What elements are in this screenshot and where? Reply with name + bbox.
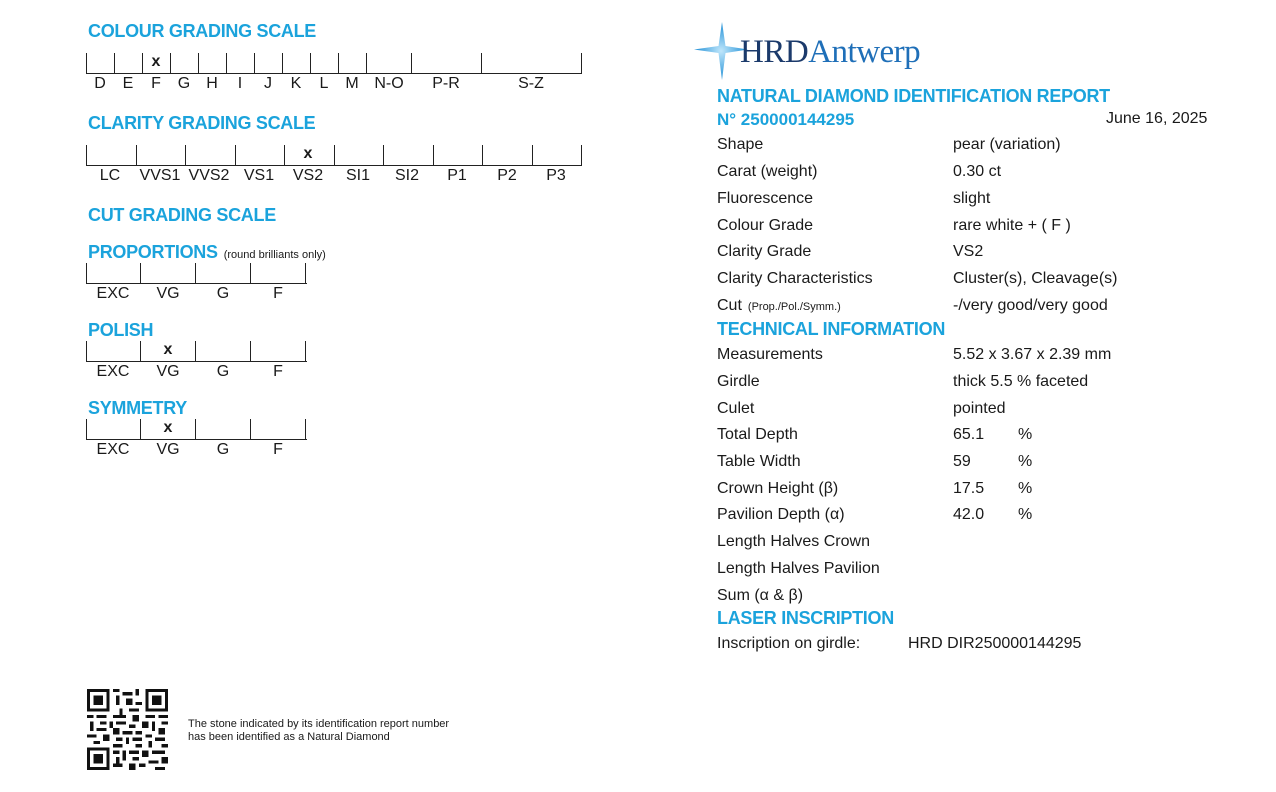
symmetry-label-exc: EXC — [96, 441, 130, 458]
scale-tick — [185, 145, 186, 165]
scale-tick — [305, 419, 306, 439]
shape-value: pear (variation) — [953, 136, 1061, 153]
scale-tick — [86, 145, 87, 165]
scale-tick — [310, 53, 311, 73]
scale-tick — [250, 341, 251, 361]
scale-tick — [532, 145, 533, 165]
cut-scale-title: CUT GRADING SCALE — [88, 205, 276, 225]
scale-tick — [140, 419, 141, 439]
report-date: June 16, 2025 — [1106, 110, 1208, 127]
carat-label: Carat (weight) — [717, 163, 818, 180]
scale-tick — [581, 53, 582, 73]
crown-height-unit: % — [1018, 480, 1033, 497]
symmetry-scale — [86, 419, 307, 461]
colour-grade-label: Colour Grade — [717, 217, 814, 234]
proportions-label-vg: VG — [156, 285, 180, 302]
scale-tick — [250, 419, 251, 439]
report-title: NATURAL DIAMOND IDENTIFICATION REPORT — [717, 86, 1110, 106]
colour-scale-title: COLOUR GRADING SCALE — [88, 21, 317, 41]
clarity-grade-value: VS2 — [953, 243, 984, 260]
qr-code-icon — [87, 689, 168, 770]
length-halves-pavilion-label: Length Halves Pavilion — [717, 560, 880, 577]
girdle-label: Girdle — [717, 373, 760, 390]
scale-baseline — [86, 361, 307, 362]
inscription-label: Inscription on girdle: — [717, 635, 861, 652]
colour-label-k: K — [290, 75, 302, 92]
colour-grade-mark: x — [151, 53, 161, 70]
polish-label-f: F — [273, 363, 283, 380]
clarity-label-si2: SI2 — [394, 167, 420, 184]
cut-value: -/very good/very good — [953, 297, 1108, 314]
cut-label — [717, 297, 841, 315]
polish-title: POLISH — [88, 320, 154, 340]
logo-name-hrd: HRD — [740, 34, 809, 70]
colour-label-i: I — [237, 75, 243, 92]
clarity-characteristics-label: Clarity Characteristics — [717, 270, 873, 287]
colour-label-f: F — [151, 75, 161, 92]
colour-label-j: J — [264, 75, 272, 92]
scale-tick — [254, 53, 255, 73]
scale-tick — [250, 263, 251, 283]
colour-label-p-r: P-R — [432, 75, 460, 92]
pavilion-depth-value: 42.0 — [953, 506, 985, 523]
clarity-label-p2: P2 — [497, 167, 517, 184]
polish-scale — [86, 341, 307, 383]
crown-height-value: 17.5 — [953, 480, 985, 497]
polish-label-exc: EXC — [96, 363, 130, 380]
culet-value: pointed — [953, 400, 1006, 417]
colour-label-l: L — [319, 75, 329, 92]
logo-wordmark — [740, 34, 920, 71]
total-depth-label: Total Depth — [717, 426, 798, 443]
clarity-label-vvs2: VVS2 — [188, 167, 230, 184]
length-halves-crown-label: Length Halves Crown — [717, 533, 870, 550]
scale-tick — [140, 341, 141, 361]
clarity-label-vvs1: VVS1 — [139, 167, 181, 184]
scale-tick — [482, 145, 483, 165]
pavilion-depth-unit: % — [1018, 506, 1033, 523]
table-width-label: Table Width — [717, 453, 801, 470]
scale-tick — [198, 53, 199, 73]
scale-tick — [305, 341, 306, 361]
clarity-characteristics-value: Cluster(s), Cleavage(s) — [953, 270, 1118, 287]
clarity-label-si1: SI1 — [345, 167, 371, 184]
polish-label-g: G — [216, 363, 230, 380]
colour-grade-value: rare white + ( F ) — [953, 217, 1071, 234]
cut-label-text: Cut — [717, 297, 742, 314]
scale-tick — [195, 263, 196, 283]
proportions-title — [88, 242, 326, 263]
colour-label-n-o: N-O — [374, 75, 404, 92]
scale-tick — [581, 145, 582, 165]
colour-label-g: G — [177, 75, 191, 92]
inscription-value: HRD DIR250000144295 — [908, 635, 1082, 652]
proportions-note: (round brilliants only) — [223, 249, 326, 261]
fluorescence-value: slight — [953, 190, 991, 207]
laser-inscription-title: LASER INSCRIPTION — [717, 608, 894, 628]
scale-baseline — [86, 439, 307, 440]
scale-tick — [284, 145, 285, 165]
symmetry-label-g: G — [216, 441, 230, 458]
colour-grading-scale — [86, 53, 582, 95]
scale-tick — [195, 419, 196, 439]
colour-label-h: H — [206, 75, 218, 92]
scale-baseline — [86, 165, 582, 166]
carat-value: 0.30 ct — [953, 163, 1002, 180]
scale-tick — [481, 53, 482, 73]
measurements-label: Measurements — [717, 346, 823, 363]
cut-label-note: (Prop./Pol./Symm.) — [747, 301, 841, 313]
scale-tick — [170, 53, 171, 73]
scale-tick — [383, 145, 384, 165]
sum-alpha-beta-label: Sum (α & β) — [717, 587, 804, 604]
report-number: N° 250000144295 — [717, 110, 855, 129]
scale-tick — [86, 263, 87, 283]
scale-tick — [136, 145, 137, 165]
proportions-label-f: F — [273, 285, 283, 302]
symmetry-title: SYMMETRY — [88, 398, 187, 418]
scale-tick — [334, 145, 335, 165]
polish-grade-mark: x — [163, 341, 173, 358]
scale-tick — [366, 53, 367, 73]
scale-tick — [305, 263, 306, 283]
table-width-unit: % — [1018, 453, 1033, 470]
colour-label-e: E — [122, 75, 134, 92]
proportions-label-g: G — [216, 285, 230, 302]
scale-tick — [282, 53, 283, 73]
colour-label-s-z: S-Z — [518, 75, 544, 92]
scale-tick — [338, 53, 339, 73]
technical-information-title: TECHNICAL INFORMATION — [717, 319, 946, 339]
scale-tick — [411, 53, 412, 73]
scale-tick — [235, 145, 236, 165]
shape-label: Shape — [717, 136, 764, 153]
scale-baseline — [86, 283, 307, 284]
scale-tick — [140, 263, 141, 283]
scale-tick — [86, 341, 87, 361]
proportions-scale — [86, 263, 307, 305]
fluorescence-label: Fluorescence — [717, 190, 814, 207]
logo-name-antwerp: Antwerp — [808, 34, 921, 70]
scale-tick — [226, 53, 227, 73]
scale-tick — [114, 53, 115, 73]
scale-tick — [142, 53, 143, 73]
symmetry-grade-mark: x — [163, 419, 173, 436]
clarity-label-lc: LC — [99, 167, 121, 184]
scale-tick — [86, 53, 87, 73]
symmetry-label-f: F — [273, 441, 283, 458]
clarity-scale-title: CLARITY GRADING SCALE — [88, 113, 316, 133]
natural-diamond-disclaimer: The stone indicated by its identification report number has been identified as a Natural Diamond — [188, 718, 450, 743]
colour-label-d: D — [94, 75, 106, 92]
clarity-grade-label: Clarity Grade — [717, 243, 812, 260]
crown-height-label: Crown Height (β) — [717, 480, 839, 497]
pavilion-depth-label: Pavilion Depth (α) — [717, 506, 845, 523]
clarity-grading-scale — [86, 145, 582, 187]
scale-tick — [433, 145, 434, 165]
clarity-label-p3: P3 — [546, 167, 566, 184]
proportions-label-exc: EXC — [96, 285, 130, 302]
table-width-value: 59 — [953, 453, 971, 470]
measurements-value: 5.52 x 3.67 x 2.39 mm — [953, 346, 1112, 363]
proportions-title-text: PROPORTIONS — [88, 242, 218, 262]
clarity-label-p1: P1 — [447, 167, 467, 184]
total-depth-unit: % — [1018, 426, 1033, 443]
scale-baseline — [86, 73, 582, 74]
colour-label-m: M — [345, 75, 359, 92]
clarity-grade-mark: x — [303, 145, 313, 162]
clarity-label-vs1: VS1 — [243, 167, 275, 184]
girdle-value: thick 5.5 % faceted — [953, 373, 1089, 390]
scale-tick — [195, 341, 196, 361]
clarity-label-vs2: VS2 — [292, 167, 324, 184]
total-depth-value: 65.1 — [953, 426, 985, 443]
scale-tick — [86, 419, 87, 439]
culet-label: Culet — [717, 400, 755, 417]
symmetry-label-vg: VG — [156, 441, 180, 458]
polish-label-vg: VG — [156, 363, 180, 380]
